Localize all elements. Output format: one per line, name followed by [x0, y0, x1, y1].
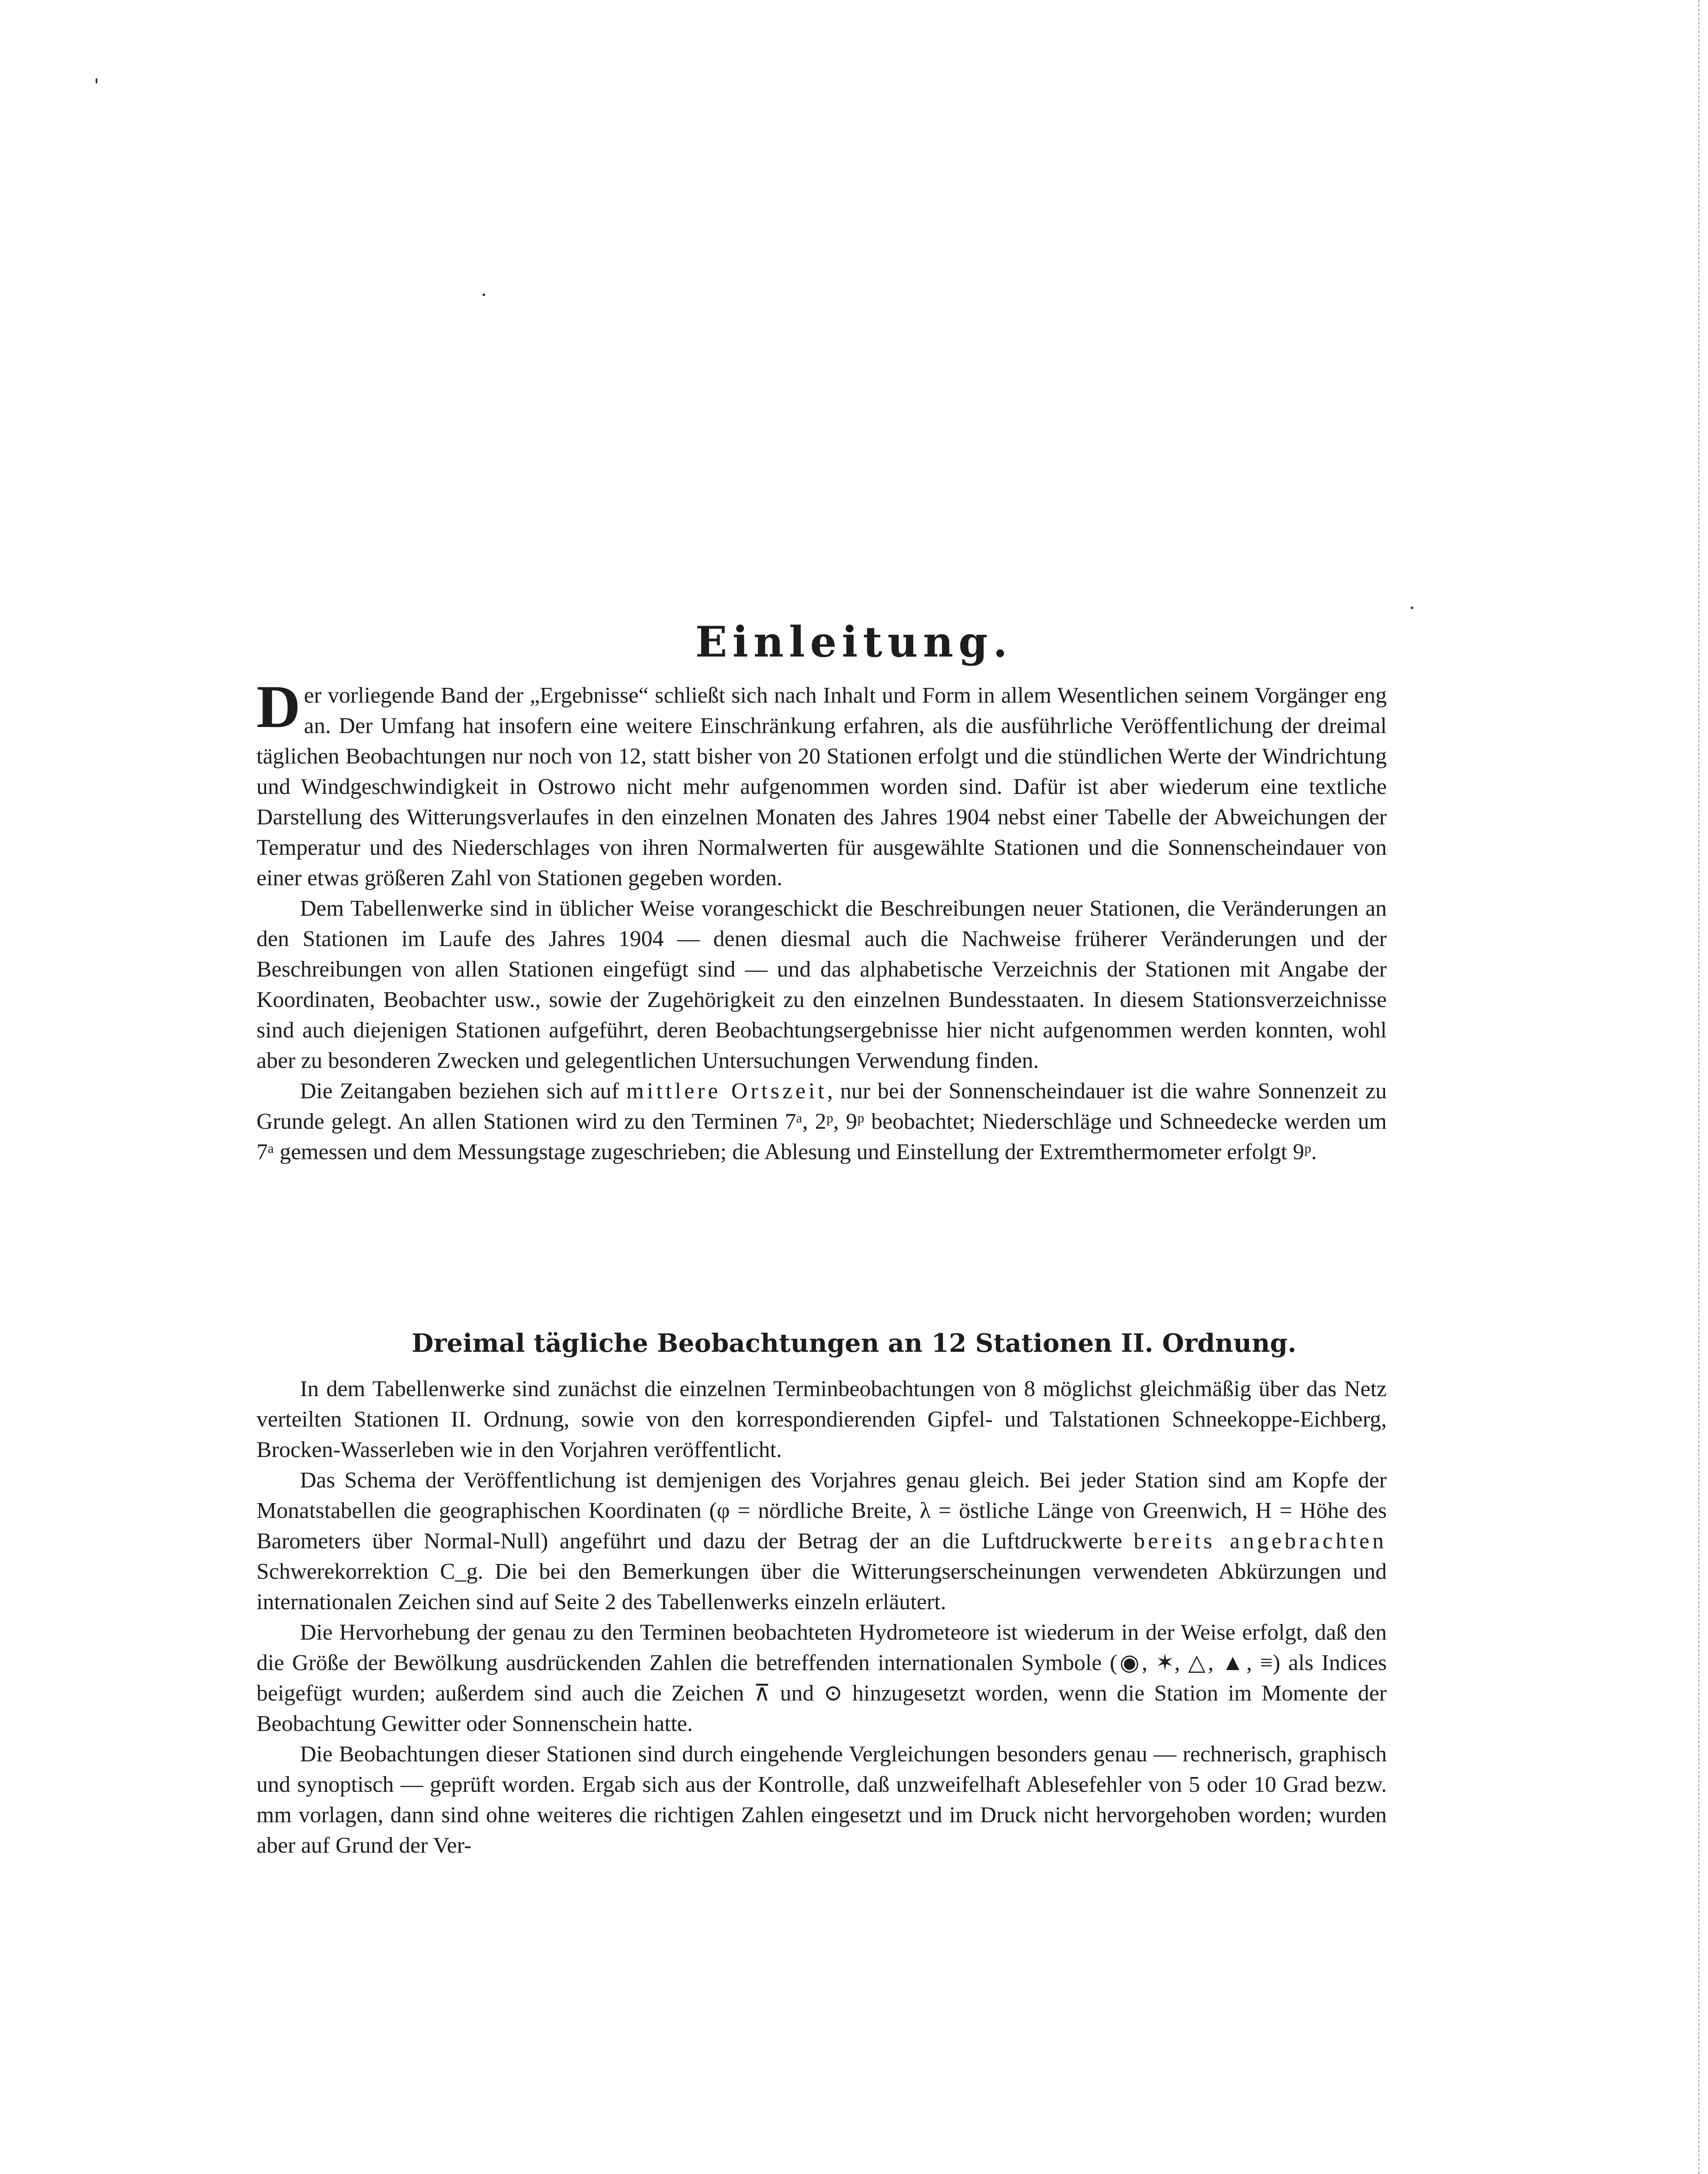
scan-speck — [483, 293, 485, 296]
section-paragraph-4: Die Beobachtungen dieser Stationen sind durch eingehende Vergleichungen besonders genau — rechnerisch, graphisch und synoptisch — geprüft worden. Ergab sich aus der Kontrolle, daß unzweifelhaft Ablesefehler von 5 oder 10 Grad bezw. mm vorlagen, dann sind ohne weiteres die richtigen Zahlen eingesetzt und im Druck nicht hervorgehoben worden; wurden aber auf Grund der Ver- — [256, 1742, 1387, 1858]
intro-paragraph-3: Die Zeitangaben beziehen sich auf mittlere Ortszeit, nur bei der Sonnenscheindauer ist die wahre Sonnenzeit zu Grunde gelegt. An allen Stationen wird zu den Terminen 7ᵃ, 2ᵖ, 9ᵖ beobachtet; Niederschläge und Schneedecke werden um 7ᵃ gemessen und dem Messungstage zugeschrieben; die Ablesung und Einstellung der Extremthermometer erfolgt 9ᵖ. — [256, 1079, 1387, 1164]
emphasis-text: mittlere Ortszeit — [626, 1079, 827, 1104]
section-paragraph-3: Die Hervorhebung der genau zu den Terminen beobachteten Hydrometeore ist wiederum in der Weise erfolgt, daß den die Größe der Bewölkung ausdrückenden Zahlen die betreffenden internationalen Symbole (◉, ✶, △, ▲, ≡) als Indices beigefügt wurden; außerdem sind auch die Zeichen ⊼ und ⊙ hinzugesetzt worden, wenn die Station im Momente der Beobachtung Gewitter oder Sonnenschein hatte. — [256, 1620, 1387, 1736]
emphasis-text: bereits angebrachten — [1133, 1529, 1387, 1554]
scan-speck — [96, 78, 97, 83]
section-paragraph-2: Das Schema der Veröffentlichung ist demjenigen des Vorjahres genau gleich. Bei jeder Station sind am Kopfe der Monatstabellen die geographischen Koordinaten (φ = nördliche Breite, λ = östliche Länge von Greenwich, H = Höhe des Barometers über Normal-Null) angeführt und dazu der Betrag der an die Luftdruckwerte bereits angebrachten Schwerekorrektion C_g. Die bei den Bemerkungen über die Witterungserscheinungen verwendeten Abkürzungen und internationalen Zeichen sind auf Seite 2 des Tabellenwerks einzeln erläutert. — [256, 1468, 1387, 1614]
intro-paragraph-1: Der vorliegende Band der „Ergebnisse“ schließt sich nach Inhalt und Form in allem Wesentlichen seinem Vorgänger eng an. Der Umfang hat insofern eine weitere Einschränkung erfahren, als die ausführliche Veröffentlichung der dreimal täglichen Beobachtungen nur noch von 12, statt bisher von 20 Stationen erfolgt und die stündlichen Werte der Windrichtung und Windgeschwindigkeit in Ostrowo nicht mehr aufgenommen worden sind. Dafür ist aber wiederum eine textliche Darstellung des Witterungsverlaufes in den einzelnen Monaten des Jahres 1904 nebst einer Tabelle der Abweichungen der Temperatur und des Niederschlages von ihren Normalwerten für ausgewählte Stationen und die Sonnenscheindauer von einer etwas größeren Zahl von Stationen gegeben worden. — [256, 673, 1387, 890]
page-title: Einleitung. — [695, 617, 1013, 667]
scan-edge-line — [1698, 0, 1699, 2174]
intro-text — [256, 673, 1387, 1167]
section-title: Dreimal tägliche Beobachtungen an 12 Stationen II. Ordnung. — [411, 1328, 1297, 1358]
intro-paragraph-2: Dem Tabellenwerke sind in üblicher Weise vorangeschickt die Beschreibungen neuer Stationen, die Veränderungen an den Stationen im Laufe des Jahres 1904 — denen diesmal auch die Nachweise früherer Veränderungen und der Beschreibungen von allen Stationen eingefügt sind — und das alphabetische Verzeichnis der Stationen mit Angabe der Koordinaten, Beobachter usw., sowie der Zugehörigkeit zu den einzelnen Bundesstaaten. In diesem Stationsverzeichnisse sind auch diejenigen Stationen aufgeführt, deren Beobachtungsergebnisse hier nicht aufgenommen werden konnten, wohl aber zu besonderen Zwecken und gelegentlichen Untersuchungen Verwendung finden. — [256, 896, 1387, 1073]
scan-speck — [1411, 607, 1413, 609]
drop-cap: D — [256, 673, 301, 740]
section-text — [256, 1374, 1387, 1861]
section-paragraph-1: In dem Tabellenwerke sind zunächst die einzelnen Terminbeobachtungen von 8 möglichst gleichmäßig über das Netz verteilten Stationen II. Ordnung, sowie von den korrespondierenden Gipfel- und Talstationen Schneekoppe-Eichberg, Brocken-Wasserleben wie in den Vorjahren veröffentlicht. — [256, 1377, 1387, 1462]
